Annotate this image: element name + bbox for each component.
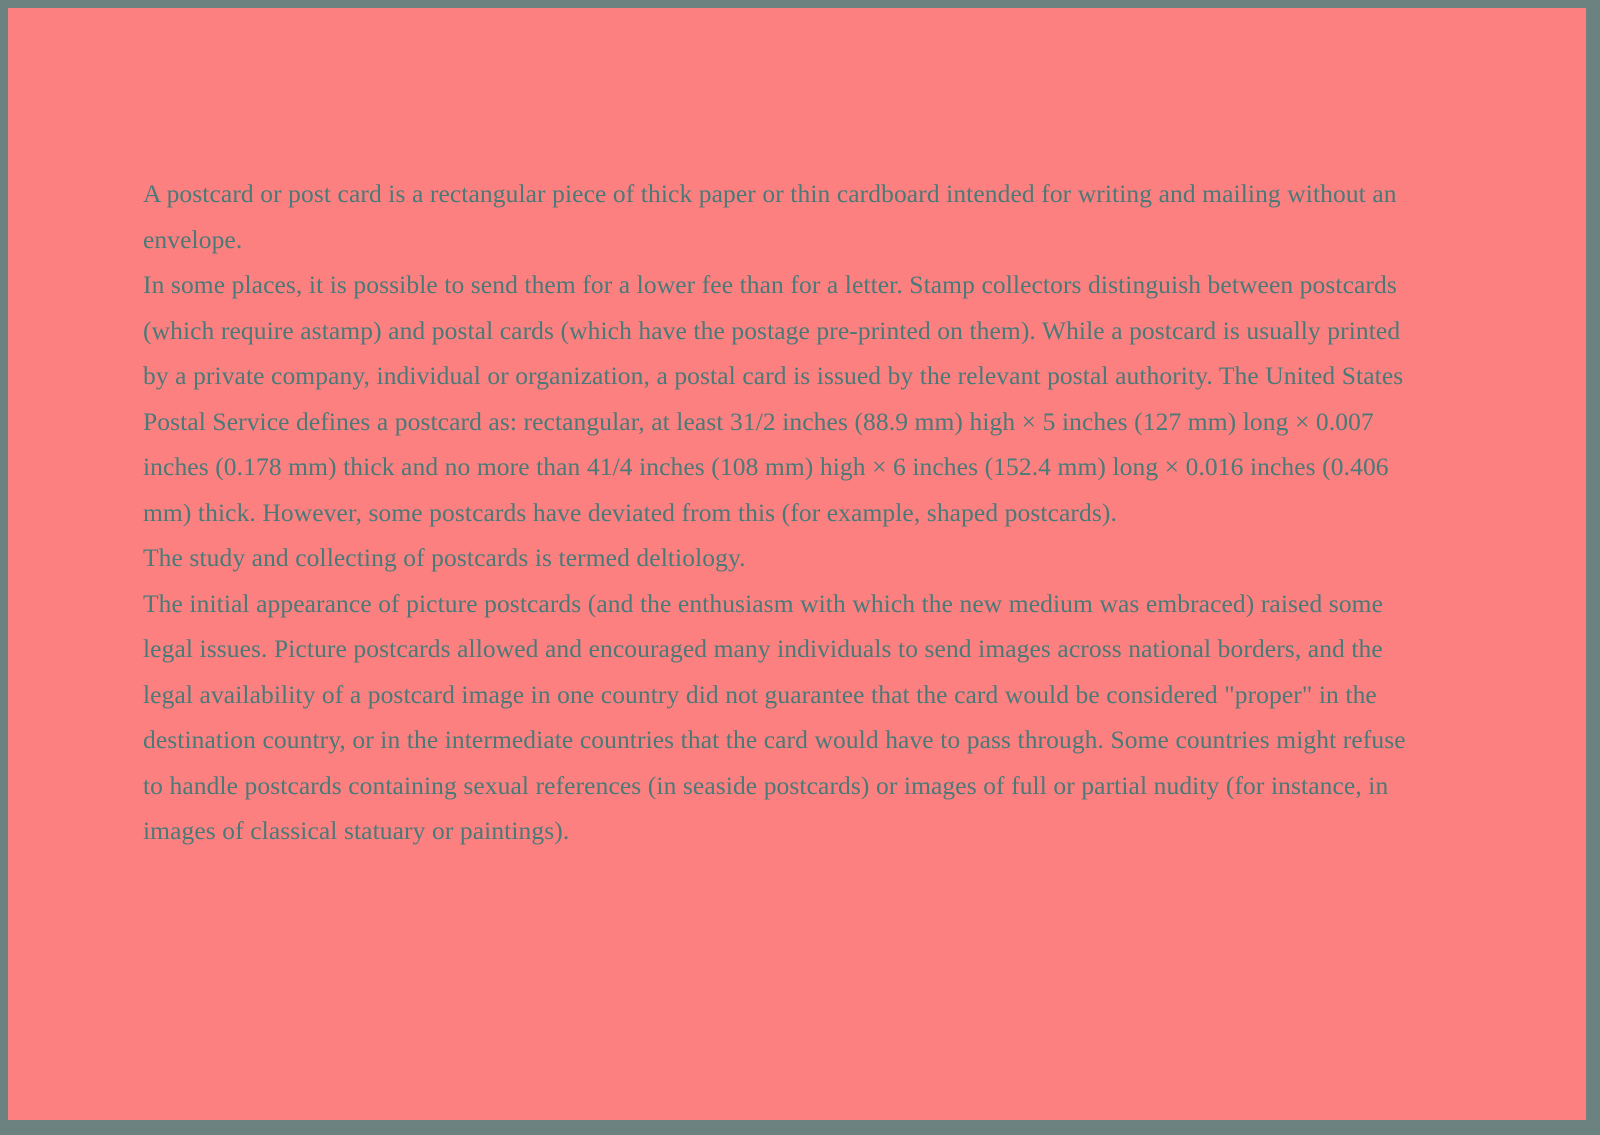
paragraph-3: The study and collecting of postcards is termed deltiology. <box>143 543 746 572</box>
paragraph-4: The initial appearance of picture postcards (and the enthusiasm with which the new medium was embraced) raised some legal issues. Picture postcards allowed and encouraged many individuals to send images across national borders, and the legal availability of a postcard image in one country did not guarantee that the card would be considered "proper" in the destination country, or in the intermediate countries that the card would have to pass through. Some countries might refuse to handle postcards containing sexual references (in seaside postcards) or images of full or partial nudity (for instance, in images of classical statuary or paintings). <box>143 588 1406 845</box>
paragraph-2: In some places, it is possible to send them for a lower fee than for a letter. Stamp collectors distinguish between postcards (which require astamp) and postal cards (which have the postage pre-printed on them). While a postcard is usually printed by a private company, individual or organization, a postal card is issued by the relevant postal authority. The United States Postal Service defines a postcard as: rectangular, at least 31/2 inches (88.9 mm) high × 5 inches (127 mm) long × 0.007 inches (0.178 mm) thick and no more than 41/4 inches (108 mm) high × 6 inches (152.4 mm) long × 0.016 inches (0.406 mm) thick. However, some postcards have deviated from this (for example, shaped postcards). <box>143 270 1404 527</box>
paragraph-1: A postcard or post card is a rectangular piece of thick paper or thin cardboard intended for writing and mailing without an envelope. <box>143 179 1397 254</box>
document-page <box>8 8 1586 1120</box>
document-text-body <box>143 171 1428 854</box>
